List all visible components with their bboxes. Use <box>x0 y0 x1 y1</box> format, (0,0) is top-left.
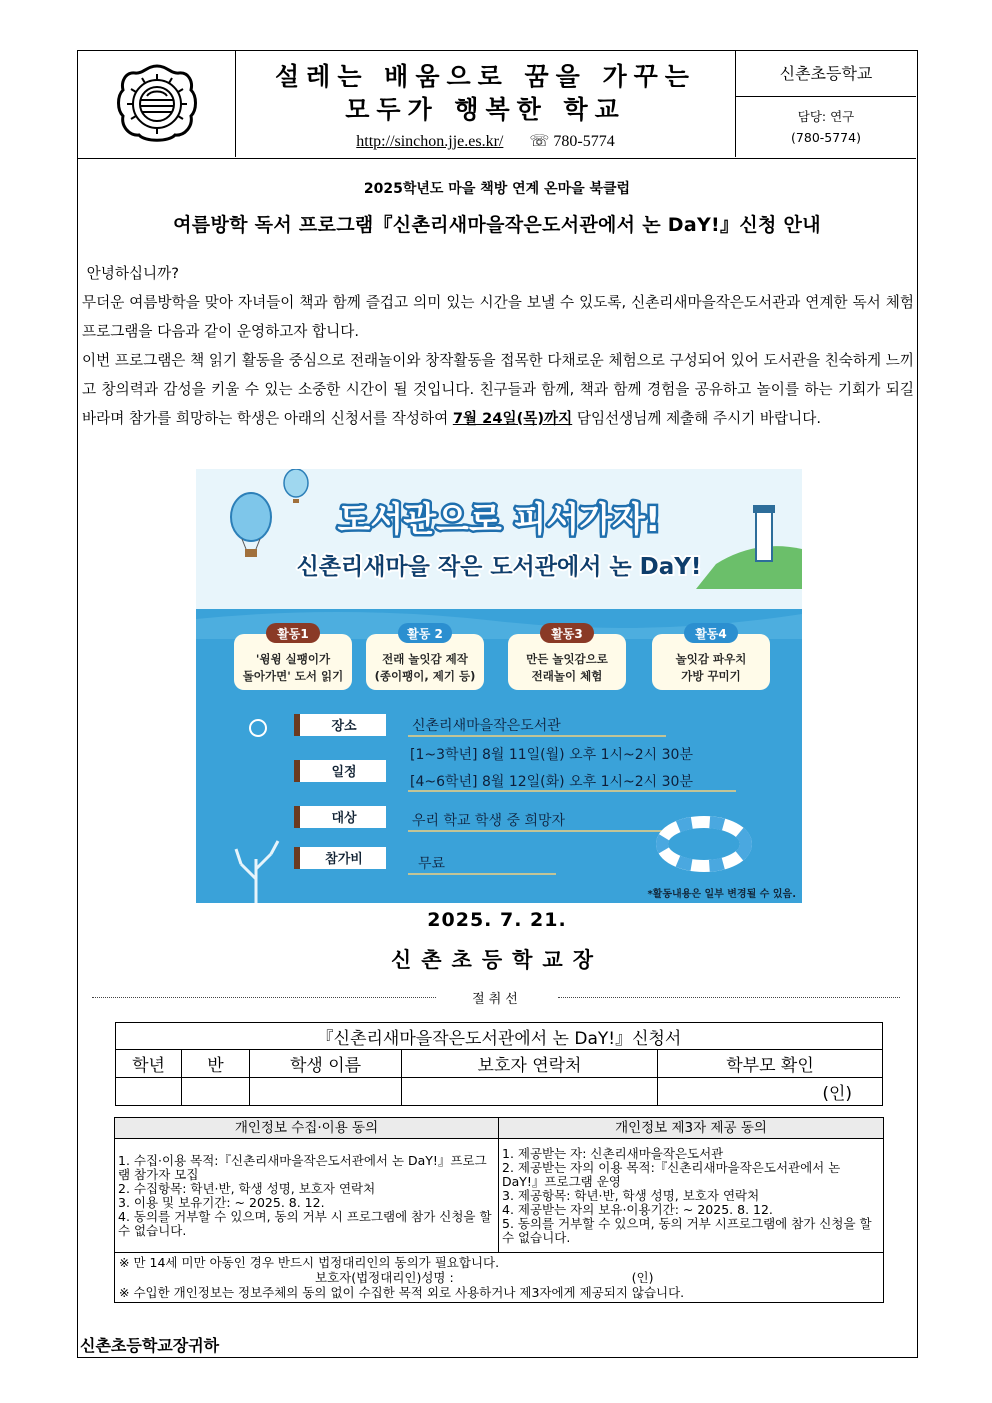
slogan-cell <box>236 51 736 157</box>
info-value-schedule-2: [4~6학년] 8월 12일(화) 오후 1시~2시 30분 <box>410 774 693 790</box>
activity-text-3a: 만든 놀잇감으로 <box>526 652 608 666</box>
consent-note-minor: ※ 만 14세 미만 아동인 경우 반드시 법정대리인의 동의가 필요합니다. <box>119 1255 500 1270</box>
school-name: 신촌초등학교 <box>736 51 916 97</box>
program-poster <box>196 469 802 903</box>
info-label-place: 장소 <box>331 719 357 734</box>
consent-collection-item: 4. 동의를 거부할 수 있으며, 동의 거부 시 프로그램에 참가 신청을 할 수 없습니다. <box>118 1208 492 1238</box>
guardian-contact-field[interactable] <box>402 1078 658 1106</box>
consent-third-party-item: 5. 동의를 거부할 수 있으며, 동의 거부 시프로그램에 참가 신청을 할 수 없습니다. <box>502 1215 872 1245</box>
notice-page <box>77 50 918 1358</box>
consent-third-party-item: 3. 제공항목: 학년·반, 학생 성명, 보호자 연락처 <box>502 1187 760 1203</box>
consent-notes <box>115 1253 884 1303</box>
poster-footnote: *활동내용은 일부 변경될 수 있음. <box>647 889 796 900</box>
parent-confirm-field[interactable] <box>658 1078 883 1106</box>
slogan-line1: 설레는 배움으로 꿈을 가꾸는 <box>275 62 696 91</box>
application-header-row <box>116 1050 883 1078</box>
activity-tag-3: 활동3 <box>551 627 583 641</box>
consent-note-usage: ※ 수입한 개인정보는 정보주체의 동의 없이 수집한 목적 외로 사용하거나 제3자에게 제공되지 않습니다. <box>119 1285 685 1300</box>
guardian-signature-label: 보호자(법정대리인)성명 : <box>315 1270 454 1285</box>
info-value-schedule-1: [1~3학년] 8월 11일(월) 오후 1시~2시 30분 <box>410 747 693 763</box>
activity-text-3b: 전래놀이 체험 <box>531 669 603 683</box>
paragraph-2: 이번 프로그램은 책 읽기 활동을 중심으로 전래놀이와 창작활동을 접목한 다채로운 체험으로 구성되어 있어 도서관을 친숙하게 느끼고 창의력과 감성을 키울 수 있는 소중한 시간이 될 것입니다. 친구들과 함께, 책과 함께 경험을 공유하고 놀이를 하는 기회가 되길 바라며 참가를 희망하는 학생은 아래의 신청서를 작성하여 7월 24일(목)까지 담임선생님께 제출해 주시기 바랍니다. <box>82 352 914 427</box>
activity-text-1b: 돌아가면' 도서 읽기 <box>242 669 344 683</box>
notice-title: 여름방학 독서 프로그램『신촌리새마을작은도서관에서 논 DaY!』신청 안내 <box>173 214 821 236</box>
consent-third-party-body <box>499 1139 884 1253</box>
student-name-field[interactable] <box>250 1078 402 1106</box>
info-value-target: 우리 학교 학생 중 희망자 <box>412 813 566 829</box>
school-url-link[interactable]: http://sinchon.jje.es.kr/ <box>356 133 504 150</box>
application-title: 『신촌리새마을작은도서관에서 논 DaY!』신청서 <box>116 1023 883 1050</box>
guardian-seal-mark: (인) <box>631 1270 654 1285</box>
col-guardian-contact: 보호자 연락처 <box>402 1050 658 1078</box>
slogan-line2: 모두가 행복한 학교 <box>345 95 626 124</box>
class-field[interactable] <box>182 1078 250 1106</box>
guardian-signature-line <box>119 1270 879 1285</box>
activity-tag-4: 활동4 <box>695 627 727 641</box>
cut-line <box>92 988 900 1008</box>
paragraph-1: 무더운 여름방학을 맞아 자녀들이 책과 함께 즐겁고 의미 있는 시간을 보낼 수 있도록, 신촌리새마을작은도서관과 연계한 독서 체험 프로그램을 다음과 같이 운영하고자 합니다. <box>82 294 914 340</box>
activity-tag-1: 활동1 <box>277 627 309 641</box>
consent-third-party-item: 4. 제공받는 자의 보유·이용기간: ~ 2025. 8. 12. <box>502 1201 773 1217</box>
cut-line-label: 절취선 <box>472 992 522 1007</box>
logo-cell <box>78 51 236 157</box>
principal-signoff: 신촌초등학교장 <box>390 948 603 972</box>
col-parent-confirm: 학부모 확인 <box>658 1050 883 1078</box>
activity-text-2a: 전래 놀잇감 제작 <box>382 652 468 666</box>
notice-subtitle: 2025학년도 마을 책방 연계 온마을 북클럽 <box>363 181 631 197</box>
contact-phone: (780-5774) <box>791 130 861 145</box>
consent-collection-body <box>115 1139 499 1253</box>
grade-field[interactable] <box>116 1078 182 1106</box>
greeting: 안녕하십니까? <box>86 265 179 282</box>
consent-third-party-item: 2. 제공받는 자의 이용 목적:『신촌리새마을작은도서관에서 논 DaY!』프로그램 운영 <box>502 1159 841 1189</box>
school-emblem-icon <box>78 51 236 157</box>
col-class: 반 <box>182 1050 250 1078</box>
activity-text-1a: '윙윙 실팽이가 <box>255 652 331 666</box>
col-grade: 학년 <box>116 1050 182 1078</box>
seal-mark: (인) <box>822 1084 852 1104</box>
application-form <box>115 1022 883 1106</box>
activity-text-4a: 놀잇감 파우치 <box>675 652 747 666</box>
phone-number: ☏ 780-5774 <box>529 133 615 150</box>
info-label-target: 대상 <box>331 811 357 826</box>
poster-subheadline: 신촌리새마을 작은 도서관에서 논 DaY! <box>296 554 702 580</box>
col-student-name: 학생 이름 <box>250 1050 402 1078</box>
consent-third-party-item: 1. 제공받는 자: 신촌리새마을작은도서관 <box>502 1145 724 1161</box>
info-label-schedule: 일정 <box>331 765 357 780</box>
letterhead <box>78 51 916 159</box>
contact-label: 담당: 연구 <box>797 109 855 124</box>
consent-collection-item: 3. 이용 및 보유기간: ~ 2025. 8. 12. <box>118 1194 325 1210</box>
contact-line <box>236 131 735 151</box>
activity-text-2b: (종이팽이, 제기 등) <box>374 669 476 683</box>
consent-collection-item: 2. 수집항목: 학년·반, 학생 성명, 보호자 연락처 <box>118 1180 376 1196</box>
deadline: 7월 24일(목)까지 <box>452 410 573 427</box>
lighthouse-icon <box>756 511 772 561</box>
activity-text-4b: 가방 꾸미기 <box>681 669 741 683</box>
poster-headline: 도서관으로 피서가자! <box>337 500 661 540</box>
consent-collection-header: 개인정보 수집·이용 동의 <box>115 1118 499 1139</box>
consent-table <box>114 1117 884 1303</box>
contact-cell <box>736 97 916 157</box>
info-value-fee: 무료 <box>418 856 446 872</box>
application-input-row <box>116 1078 883 1106</box>
info-label-fee: 참가비 <box>325 852 363 867</box>
consent-third-party-header: 개인정보 제3자 제공 동의 <box>499 1118 884 1139</box>
info-value-place: 신촌리새마을작은도서관 <box>412 718 561 734</box>
issue-date: 2025. 7. 21. <box>427 909 567 931</box>
activity-tag-2: 활동 2 <box>407 627 443 641</box>
consent-collection-item: 1. 수집·이용 목적:『신촌리새마을작은도서관에서 논 DaY!』프로그램 참가자 모집 <box>118 1152 487 1182</box>
addressee: 신촌초등학교장귀하 <box>80 1336 220 1355</box>
poster-graphic <box>196 469 802 903</box>
notice-body <box>82 259 914 433</box>
